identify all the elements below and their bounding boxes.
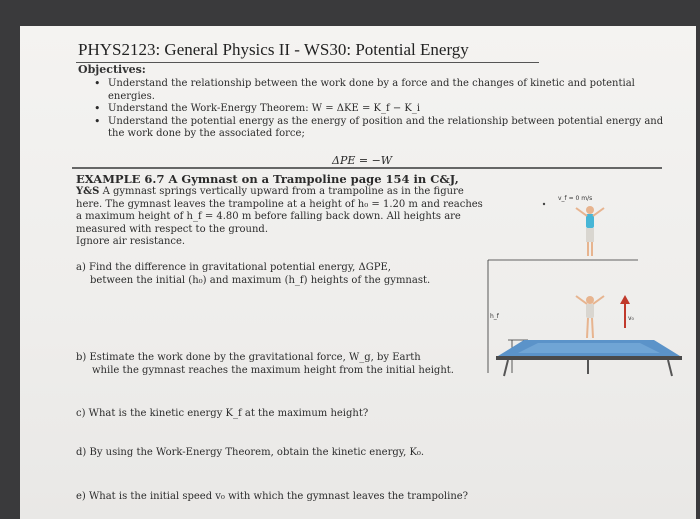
hf-label: h_f [490,313,499,320]
question-a: a) Find the difference in gravitational potential energy, ΔGPE, between the initial (h₀) and maximum (h_f) heights of the gymnast. [76,262,431,286]
bullet-icon: • [94,102,101,116]
page-title: PHYS2123: General Physics II - WS30: Potential Energy [78,40,469,59]
objectives-heading: Objectives: [78,63,146,76]
question-b: b) Estimate the work done by the gravitational force, W_g, by Earth while the gymnast reaches the maximum height from the initial height. [76,352,454,376]
trampoline-figure [468,168,694,378]
trampoline-icon [496,340,682,376]
objectives-list [94,78,664,141]
source-tag: Y&S [76,186,100,197]
gymnast-leaving-icon [576,296,604,338]
bullet-icon: • [94,114,101,128]
bullet-icon: • [94,77,101,90]
worksheet-page [20,26,696,519]
gymnast-top-icon [576,206,604,256]
marker-dot [543,203,545,205]
example-note: Ignore air resistance. [76,236,186,247]
objective-item: • Understand the potential energy as the energy of position and the relationship between potential energy and the work done by the associated force; [94,114,664,140]
example-title: EXAMPLE 6.7 A Gymnast on a Trampoline page 154 in C&J, [76,172,459,186]
velocity-arrow-icon [620,295,630,328]
question-c: c) What is the kinetic energy K_f at the maximum height? [76,408,369,419]
question-e: e) What is the initial speed v₀ with which the gymnast leaves the trampoline? [76,491,469,502]
example-body [76,186,486,249]
example-text: A gymnast springs vertically upward from a trampoline as in the figure here. The gymnast leaves the trampoline at a height of h₀ = 1.20 m and reaches a maximum height of h_f = 4.80 m before falling back down. All heights are measured with respect to the ground. [76,186,483,235]
potential-energy-formula: ΔPE = −W [332,154,393,167]
objective-item: • Understand the Work-Energy Theorem: W = ΔKE = K_f − K_i [94,102,421,116]
v0-label: v₀ [628,315,634,322]
objective-item: • Understand the relationship between the work done by a force and the changes of kinetic and potential energies. [94,77,635,102]
question-d: d) By using the Work-Energy Theorem, obtain the kinetic energy, K₀. [76,447,425,458]
top-velocity-label: v_f = 0 m/s [558,195,593,202]
